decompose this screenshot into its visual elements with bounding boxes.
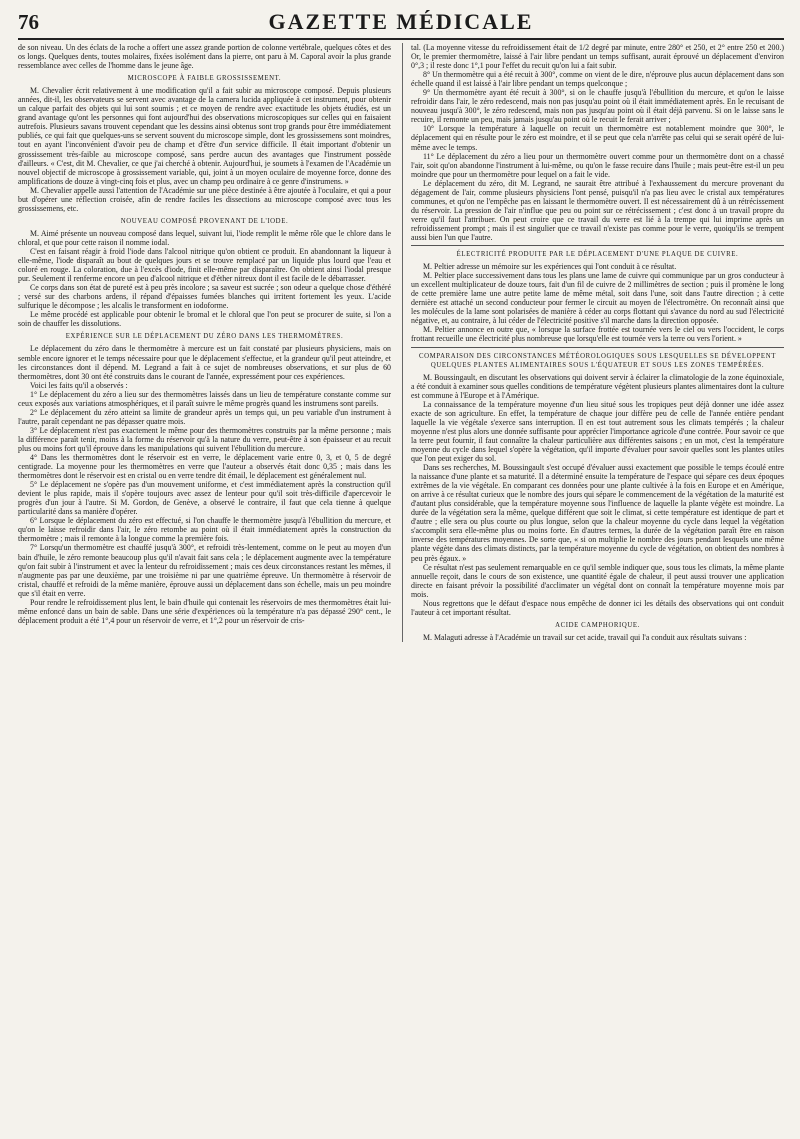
paragraph: Le déplacement du zéro, dit M. Legrand, ne saurait être attribué à l'exhaussement du mercure provenant du dégagement de l'air, comme plusieurs physiciens l'ont pensé, puisqu'il n'a pas lieu avec le cristal aux températures communes, et qu'on ne l'empêche pas en laissant le thermomètre ouvert. Il est nécessairement dû à un rétrécissement du réservoir. La pression de l'air n'influe que peu ou point sur ce rétrécissement ; c'est donc à un travail propre du verre qu'il faut l'attribuer. On peut croire que ce travail du verre est lié à la trempe qui lui imprime après un refroidissement prompt ; mais il est singulier que ce travail n'existe pas comme pour le verre, quoiqu'ils se trempent aussi bien l'un que l'autre. [411,178,784,242]
paragraph: M. Malaguti adresse à l'Académie un travail sur cet acide, travail qui l'a conduit aux résultats suivans : [423,632,747,642]
paragraph: M. Peltier adresse un mémoire sur les expériences qui l'ont conduit à ce résultat. [423,262,677,272]
paragraph: 3° Le déplacement n'est pas exactement le même pour des thermomètres construits par la même personne ; mais la différence paraît tenir, moins à la forme du réservoir qu'à la nature du verre, peut-être à son épaisseur et au recuit plus ou moins fort qu'il éprouve dans les manipulations qui suivent l'ébullition du mercure. [18,425,391,453]
section-heading: ACIDE CAMPHORIQUE. [555,621,640,629]
section-heading: NOUVEAU COMPOSÉ PROVENANT DE L'IODE. [120,217,289,225]
paragraph: 11° Le déplacement du zéro a lieu pour un thermomètre ouvert comme pour un thermomètre dont on a chassé l'air, soit qu'on abandonne l'instrument à lui-même, ou qu'on le fasse recuire dans l'huile ; mais peut-être est-il un peu moindre que pour un thermomètre pour lequel on a fait le vide. [411,151,784,179]
paragraph: La connaissance de la température moyenne d'un lieu situé sous les tropiques peut déjà donner une idée assez exacte de son agriculture. En effet, la température de chaque jour diffère peu de celle de l'année entière pendant laquelle la vie végétale s'exerce sans interruption. Il en est tout autrement sous les climats tempérés ; la chaleur moyenne n'est plus alors une donnée suffisante pour apprécier l'importance agricole d'une contrée. Pour savoir ce que la terre peut fournir, il faut connaître la chaleur particulière aux différentes saisons ; en un mot, c'est la température moyenne du cycle dans lequel s'opère la végétation, qu'il importe d'évaluer pour savoir quelles sont les plantes utiles que l'on peut exiger du sol. [411,399,784,464]
paragraph: 9° Un thermomètre ayant été recuit à 300°, si on le chauffe jusqu'à l'ébullition du mercure, et qu'on le laisse refroidir dans l'air, le zéro redescend, mais non pas jusqu'au point où il était immédiatement après. En le recuisant de nouveau jusqu'à 300°, le zéro redescend, mais non pas jusqu'au point où il était déjà parvenu. Si on le laisse sans le recuire, il remonte un peu, mais jamais jusqu'au point où le recuit le ferait arriver ; [411,88,784,125]
paragraph: M. Peltier annonce en outre que, « lorsque la surface frottée est tournée vers le ciel ou vers l'occident, le corps frottant recueille une électricité plus nombreuse que lorsqu'elle est tournée vers la terre ou vers l'orient. » [411,325,784,344]
paragraph: M. Aimé présente un nouveau composé dans lequel, suivant lui, l'iode remplit le même rôle que le chlore dans le chloral, et que pour cette raison il nomme iodal. [18,228,391,247]
masthead: GAZETTE MÉDICALE [268,9,534,34]
paragraph: 8° Un thermomètre qui a été recuit à 300°, comme on vient de le dire, n'éprouve plus aucun déplacement dans son échelle quand il est laissé à l'air libre pendant un temps quelconque ; [411,70,784,89]
section-divider [411,347,784,348]
paragraph: 6° Lorsque le déplacement du zéro est effectué, si l'on chauffe le thermomètre jusqu'à l'ébullition du mercure, et qu'on le laisse refroidir dans l'air, le zéro retombe au point où il était immédiatement après la construction du thermomètre ; mais il remonte à la longue comme la première fois. [18,516,391,544]
page-header [18,8,784,40]
section-heading: EXPÉRIENCE SUR LE DÉPLACEMENT DU ZÉRO DANS LES THERMOMÈTRES. [65,333,344,341]
paragraph: de son niveau. Un des éclats de la roche a offert une assez grande portion de colonne vertébrale, quelques côtes et des os longs. Quelques dents, toutes molaires, fixées isolément dans la pierre, ont paru à M. Caporal avoir la plus grande ressemblance avec celles de l'homme dans le jeune âge. [18,43,391,71]
left-column [18,43,391,642]
section-heading: COMPARAISON DES CIRCONSTANCES MÉTÉOROLOGIQUES SOUS LESQUELLES SE DÉVELOPPENT QUELQUES PLANTES ALIMENTAIRES SOUS L'ÉQUATEUR ET SOUS LES ZONES TEMPÉRÉES. [419,352,776,369]
paragraph: 5° Le déplacement ne s'opère pas d'un mouvement uniforme, et c'est immédiatement après la construction qu'il devient le plus rapide, mais il s'opère toujours avec assez de lenteur pour qu'il soit très-difficile d'apercevoir le progrès d'un jour à l'autre. Si M. Gordon, de Genève, a observé le contraire, il faut que cela tienne à quelque particularité dans sa manière d'opérer. [18,480,391,517]
paragraph: 1° Le déplacement du zéro a lieu sur des thermomètres laissés dans un lieu de température constante comme sur ceux exposés aux variations atmosphériques, et il paraît suivre le même progrès quand les instrumens sont pareils. [18,389,391,408]
section-divider [411,245,784,246]
paragraph: 2° Le déplacement du zéro atteint sa limite de grandeur après un temps qui, un peu variable d'un instrument à l'autre, paraît cependant ne pas dépasser quatre mois. [18,407,391,426]
paragraph: Le déplacement du zéro dans le thermomètre à mercure est un fait constaté par plusieurs physiciens, mais on semble encore ignorer et le temps nécessaire pour que le déplacement s'effectue, et la grandeur qu'il peut atteindre, et les circonstances dont il dépend. M. Legrand a fait à ce sujet de nombreuses observations, et sur plus de 60 thermomètres, dont 30 ont été construits dans le courant de l'année, expressément pour ces expériences. [18,344,391,381]
paragraph: M. Peltier place successivement dans tous les plans une lame de cuivre qui communique par un gros conducteur à un excellent multiplicateur de douze tours, fait d'un fil de cuivre de 2 millimètres de section ; puis il promène le long de cette première lame une autre petite lame de même métal, soit dans l'une, soit dans l'autre direction ; à cette dernière est attaché un second conducteur pour fermer le circuit au moyen de l'électromètre. On reconnaît ainsi que les molécules de la lame sont polarisées de manière à céder au corps flottant qui s'avance du nord au sud l'électricité négative, et, au contraire, à lui céder de l'électricité positive s'il marche dans la direction opposée. [411,271,784,326]
paragraph: Pour rendre le refroidissement plus lent, le bain d'huile qui contenait les réservoirs de mes thermomètres était lui-même enfoncé dans un bain de sable. Dans une série d'expériences où la température n'a pas dépassé 290° cent., le déplacement produit a été 1°,4 pour un réservoir de verre, et 1°,2 pour un réservoir de cris- [18,597,391,625]
paragraph: M. Chevalier appelle aussi l'attention de l'Académie sur une pièce destinée à être ajoutée à l'oculaire, et qui a pour but d'opérer une réflection croisée, afin de rendre faciles les dissections au microscope composé avec tous les grossissemens, etc. [18,185,391,213]
paragraph: C'est en faisant réagir à froid l'iode dans l'alcool nitrique qu'on obtient ce produit. En abandonnant la liqueur à elle-même, l'iode disparaît au bout de quelques jours et se trouve remplacé par un liquide plus lourd que l'eau et coloré en rouge. La coloration, due à l'excès d'iode, finit elle-même par disparaître. On obtient ainsi l'iodal presque pur. Seulement il renferme encore un peu d'alcool nitrique et d'éther nitreux dont il est facile de le débarrasser. [18,246,391,284]
page-number: 76 [18,10,39,34]
paragraph: M. Chevalier écrit relativement à une modification qu'il a fait subir au microscope composé. Depuis plusieurs années, dit-il, les observateurs se servent avec avantage de la camera lucida appliquée à cet instrument, pour obtenir un calque parfait des objets qui lui sont soumis ; et ce moyen de rendre avec exactitude les objets étudiés, est un grand avantage qu'ont les personnes qui font aujourd'hui des observations microscopiques sur celles qui en faisaient autrefois. Plusieurs savans trouvent cependant que les dessins ainsi obtenus sont trop grands pour être immédiatement publiés, ce qui fait que quelques-uns se servent souvent du microscope simple, dont les grossissemens sont moindres, tout en ayant l'inconvénient d'avoir peu de champ et d'être d'un service difficile. Il était important d'obtenir un grossissement très-faible au microscope composé, sans perdre aucun des avantages que l'instrument possède d'ailleurs. « C'est, dit M. Chevalier, ce que j'ai cherché à obtenir. Aujourd'hui, je soumets à l'examen de l'Académie un nouvel objectif de microscope à grossissement variable, qui, joint à un moyen oculaire de moyenne force, donne des amplifications de douze à vingt-cinq fois et plus, avec un champ peu ordinaire à ce genre d'instrumens. » [18,86,391,186]
paragraph: 10° Lorsque la température à laquelle on recuit un thermomètre est notablement moindre que 300°, le déplacement qui en résulte pour le zéro est moindre, et il se peut que cela n'arrête pas celui qui se serait opéré de lui-même avec le temps. [411,124,784,152]
paragraph: 4° Dans les thermomètres dont le réservoir est en verre, le déplacement varie entre 0, 3, et 0, 5 de degré centigrade. La moyenne pour les thermomètres en verre que l'auteur a observés était donc 0,35 ; mais dans les thermomètres dont le réservoir est en cristal ou en verre tendre dit émail, le déplacement est généralement nul. [18,453,391,481]
paragraph: Ce corps dans son état de pureté est à peu près incolore ; sa saveur est sucrée ; son odeur a quelque chose d'éthéré ; versé sur des charbons ardens, il répand d'épaisses fumées blanches qui irritent fortement les yeux. L'acide sulfurique le décompose ; les alcalis le transforment en iodoforme. [18,283,391,311]
paragraph: Voici les faits qu'il a observés : [30,380,128,390]
article-columns [18,43,784,642]
paragraph: Le même procédé est applicable pour obtenir le bromal et le chloral que l'on peut se procurer de suite, si l'on a soin de chauffer les dissolutions. [18,310,391,329]
paragraph: 7° Lorsqu'un thermomètre est chauffé jusqu'à 300°, et refroidi très-lentement, comme on le peut au moyen d'un bain d'huile, le zéro remonte beaucoup plus qu'il n'avait fait sans cela ; le déplacement augmente avec la température qu'on fait subir à l'instrument et avec la lenteur du refroidissement ; mais ces deux circonstances restant les mêmes, il n'augmente pas par une deuxième, par une troisième ni par une quatrième épreuve. Un thermomètre à réservoir de cristal, chauffé et refroidi de la même manière, éprouve aussi un déplacement dans son échelle, mais un peu moindre que s'il était en verre. [18,543,391,598]
paragraph: M. Boussingault, en discutant les observations qui doivent servir à éclairer la climatologie de la zone équinoxiale, a été conduit à examiner sous quelles conditions de température végètent plusieurs plantes alimentaires dont la culture est commune à l'Europe et à l'Amérique. [411,372,784,400]
section-heading: MICROSCOPE À FAIBLE GROSSISSEMENT. [127,75,282,83]
paragraph: Nous regrettons que le défaut d'espace nous empêche de donner ici les détails des observations qui ont conduit l'auteur à cet important résultat. [411,598,784,617]
section-heading: ÉLECTRICITÉ PRODUITE PAR LE DÉPLACEMENT D'UNE PLAQUE DE CUIVRE. [456,251,739,259]
paragraph: Dans ses recherches, M. Boussingault s'est occupé d'évaluer aussi exactement que possible le temps écoulé entre la naissance d'une plante et sa maturité. Il a déterminé ensuite la température de l'espace qui sépare ces deux époques extrêmes de la vie végétale. En comparant ces données pour une plante cultivée à la fois en Europe et en Amérique, on arrive à ce résultat curieux que le nombre des jours qui sépare le commencement de la végétation de la maturité est d'autant plus considérable, que la température moyenne sous l'influence de laquelle la plante végète est moindre. La durée de la végétation sera la même, quelque différent que soit le climat, si cette température est identique de part et d'autre ; elle sera ou plus courte ou plus longue, selon que la chaleur moyenne du cycle dans lequel la végétation s'accomplit sera elle-même plus ou moins forte. En d'autres termes, la durée de la végétation paraît être en raison inverse des températures moyennes. De sorte que, « si on multiplie le nombre des jours pendant lesquels une même plante végète dans des climats distincts, par la température moyenne du cycle de végétation, on obtient des nombres à peu près égaux. » [411,463,784,563]
paragraph: tal. (La moyenne vitesse du refroidissement était de 1/2 degré par minute, entre 280° et 250, et 2° entre 250 et 200.) Or, le premier thermomètre, laissé à l'air libre pendant un temps suffisant, aurait éprouvé un déplacement d'environ 0°,3 ; il reste donc 1°,1 pour l'effet du recuit qu'on lui a fait subir. [411,43,784,71]
paragraph: Ce résultat n'est pas seulement remarquable en ce qu'il semble indiquer que, sous tous les climats, la même plante annuelle reçoit, dans le cours de son existence, une quantité égale de chaleur, il peut aussi trouver une application directe en faisant prévoir la possibilité d'acclimater un végétal dont on connaît la température moyenne mois par mois. [411,562,784,599]
right-column [402,43,784,642]
